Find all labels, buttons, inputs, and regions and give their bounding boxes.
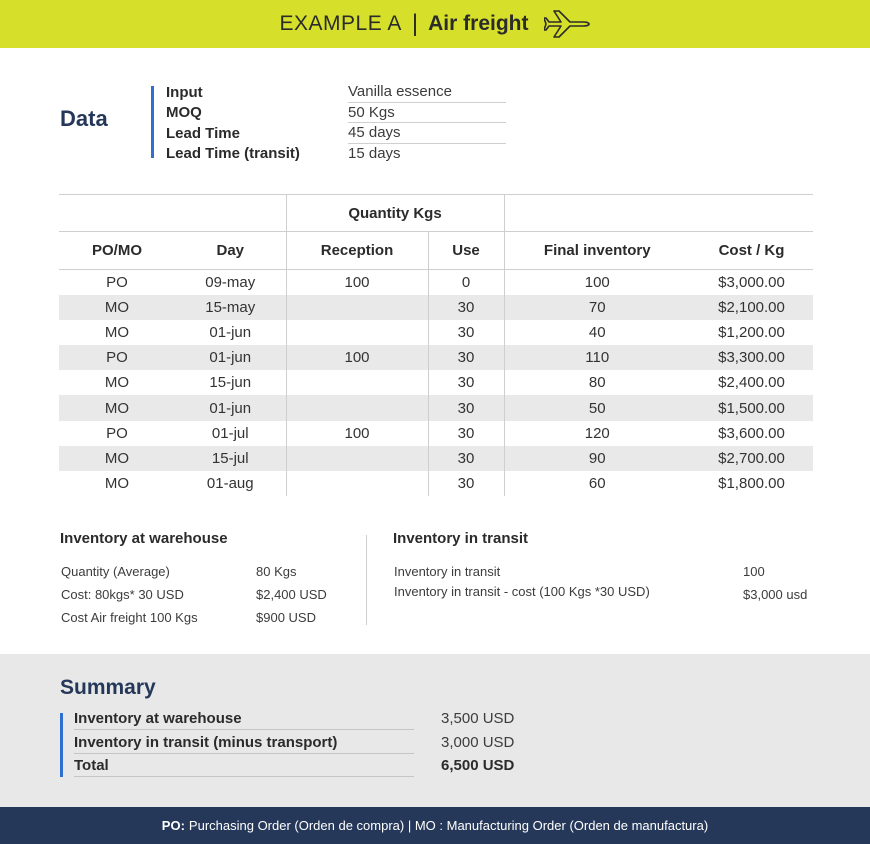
order-type-cell: MO [59, 395, 175, 420]
cost-cell: $2,400.00 [718, 374, 785, 392]
use-cell: 30 [428, 395, 504, 420]
data-label: MOQ [166, 104, 202, 122]
day-cell: 01-jun [175, 345, 286, 370]
final-inventory-cell: 60 [504, 471, 690, 496]
footer-po-abbr: PO: [161, 818, 185, 833]
day-cell: 01-aug [206, 475, 254, 493]
column-header: Use [428, 232, 504, 270]
use-cell: 30 [428, 370, 504, 395]
table-row [59, 270, 813, 295]
transit-value: 100 [743, 564, 765, 579]
use-cell: 30 [428, 471, 504, 496]
cost-cell: $1,800.00 [718, 475, 785, 493]
reception-cell: 100 [286, 270, 428, 295]
summary-total-value: 6,500 USD [441, 757, 515, 774]
warehouse-value: 80 Kgs [256, 564, 297, 579]
cost-cell: $3,300.00 [690, 345, 813, 370]
order-type-cell: MO [104, 475, 130, 493]
final-inventory-cell: 120 [504, 421, 690, 446]
order-type-cell: PO [106, 424, 128, 442]
reception-cell [286, 446, 428, 471]
day-cell: 15-may [175, 295, 286, 320]
summary-accent-bar [60, 713, 63, 777]
transit-title: Inventory in transit [393, 530, 529, 547]
final-inventory-cell: 70 [504, 295, 690, 320]
column-header: Reception [286, 232, 428, 270]
transit-label: Inventory in transit [394, 564, 501, 579]
use-cell: 0 [428, 270, 504, 295]
data-section-title: Data [60, 106, 108, 131]
summary-value: 3,000 USD [441, 734, 515, 751]
example-label: EXAMPLE A [279, 12, 402, 35]
cost-cell: $2,700.00 [690, 446, 813, 471]
use-cell: 30 [428, 446, 504, 471]
table-row [59, 295, 813, 320]
final-inventory-cell: 110 [504, 345, 690, 370]
summary-label: Inventory at warehouse [74, 707, 414, 730]
table-row [59, 421, 813, 446]
page-title: Air freight [428, 12, 529, 35]
data-list [166, 82, 506, 164]
warehouse-value: $900 USD [256, 610, 316, 625]
summary-title: Summary [60, 676, 156, 699]
table-row [59, 320, 813, 345]
transit-value: $3,000 usd [743, 587, 808, 602]
data-value: 45 days [348, 123, 506, 144]
data-label: Lead Time [166, 124, 240, 142]
cost-cell: $3,000.00 [718, 273, 785, 291]
group-header-blank-right [504, 195, 813, 232]
reception-cell [286, 395, 428, 420]
day-cell: 15-jun [209, 374, 252, 392]
cost-cell: $3,600.00 [718, 424, 785, 442]
column-header: Day [175, 232, 286, 270]
group-header-blank [59, 195, 286, 232]
data-value: 50 Kgs [348, 103, 506, 124]
summary-label: Inventory in transit (minus transport) [74, 731, 414, 754]
column-header: Cost / Kg [690, 232, 813, 270]
data-row-input [166, 82, 506, 103]
day-cell: 01-jul [211, 424, 249, 442]
transit-label: Inventory in transit - cost (100 Kgs *30 USD) [394, 584, 650, 599]
order-type-cell: MO [104, 323, 130, 341]
table-row [59, 370, 813, 395]
page-header [0, 0, 870, 48]
airplane-icon [544, 9, 590, 39]
final-inventory-cell: 40 [504, 320, 690, 345]
data-label: Lead Time (transit) [166, 145, 300, 163]
header-separator: | [411, 10, 419, 37]
use-cell: 30 [428, 320, 504, 345]
footer-text: Purchasing Order (Orden de compra) | MO : Manufacturing Order (Orden de manufactura) [188, 818, 709, 833]
column-header: PO/MO [59, 232, 175, 270]
section-divider [366, 535, 367, 625]
table-row [59, 345, 813, 370]
data-row-moq [166, 103, 506, 124]
use-cell: 30 [428, 421, 504, 446]
day-cell: 01-jun [209, 323, 252, 341]
reception-cell [286, 295, 428, 320]
data-accent-bar [151, 86, 154, 158]
cost-cell: $1,200.00 [718, 323, 785, 341]
warehouse-value: $2,400 USD [256, 587, 327, 602]
cost-cell: $2,100.00 [690, 295, 813, 320]
final-inventory-cell: 80 [504, 370, 690, 395]
cost-cell: $1,500.00 [690, 395, 813, 420]
order-type-cell: MO [104, 374, 130, 392]
final-inventory-cell: 100 [504, 270, 690, 295]
data-label: Input [166, 83, 203, 101]
summary-value: 3,500 USD [441, 710, 515, 727]
table-row [59, 395, 813, 420]
reception-cell [286, 471, 428, 496]
day-cell: 15-jul [175, 446, 286, 471]
use-cell: 30 [428, 295, 504, 320]
column-header: Final inventory [504, 232, 690, 270]
page-footer [0, 807, 870, 844]
warehouse-label: Cost: 80kgs* 30 USD [61, 587, 184, 602]
final-inventory-cell: 50 [504, 395, 690, 420]
reception-cell [286, 370, 428, 395]
summary-label: Total [74, 754, 414, 777]
data-row-lead-time [166, 123, 506, 144]
reception-cell: 100 [286, 421, 428, 446]
warehouse-label: Quantity (Average) [61, 564, 170, 579]
warehouse-label: Cost Air freight 100 Kgs [61, 610, 198, 625]
reception-cell: 100 [286, 345, 428, 370]
inventory-table [59, 194, 813, 496]
reception-cell [286, 320, 428, 345]
warehouse-title: Inventory at warehouse [60, 530, 228, 547]
use-cell: 30 [428, 345, 504, 370]
data-row-lead-time-transit [166, 144, 506, 165]
order-type-cell: MO [59, 446, 175, 471]
table-row [59, 446, 813, 471]
order-type-cell: MO [59, 295, 175, 320]
order-type-cell: PO [59, 345, 175, 370]
table-body [59, 270, 813, 497]
group-header-quantity: Quantity Kgs [286, 195, 504, 232]
final-inventory-cell: 90 [504, 446, 690, 471]
data-value: 15 days [348, 145, 401, 163]
data-value: Vanilla essence [348, 82, 506, 103]
day-cell: 09-may [205, 273, 256, 291]
day-cell: 01-jun [175, 395, 286, 420]
table-row [59, 471, 813, 496]
order-type-cell: PO [106, 273, 128, 291]
